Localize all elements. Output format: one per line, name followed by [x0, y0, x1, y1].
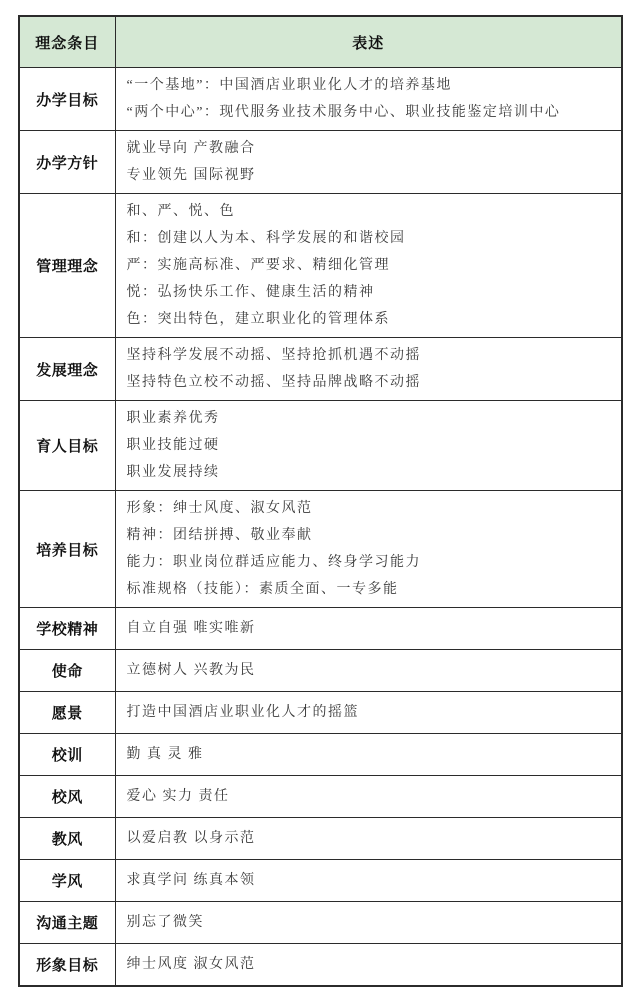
content-line: 别忘了微笑: [126, 915, 204, 930]
row-label: 校训: [19, 734, 115, 776]
row-content: [115, 491, 622, 608]
row-content: [115, 131, 622, 194]
row-content: [115, 734, 622, 776]
table-row: [19, 194, 622, 338]
content-line: 职业技能过硬: [126, 438, 220, 453]
content-line: 职业发展持续: [126, 465, 220, 480]
table-row: [19, 692, 622, 734]
content-line: 绅士风度 淑女风范: [126, 957, 256, 972]
table-row: [19, 860, 622, 902]
table-row: [19, 131, 622, 194]
table-row: [19, 818, 622, 860]
content-line: 自立自强 唯实唯新: [126, 621, 256, 636]
table-row: [19, 650, 622, 692]
content-line: 求真学问 练真本领: [126, 873, 256, 888]
content-line: 严：实施高标准、严要求、精细化管理: [126, 258, 390, 273]
row-label: 愿景: [19, 692, 115, 734]
row-content: [115, 902, 622, 944]
content-line: 和、严、悦、色: [126, 204, 235, 219]
content-line: “一个基地”：中国酒店业职业化人才的培养基地: [126, 78, 452, 93]
content-line: “两个中心”：现代服务业技术服务中心、职业技能鉴定培训中心: [126, 105, 561, 120]
table-row: [19, 944, 622, 987]
content-line: 以爱启教 以身示范: [126, 831, 256, 846]
table-row: [19, 68, 622, 131]
table-row: [19, 491, 622, 608]
content-line: 职业素养优秀: [126, 411, 220, 426]
row-content: [115, 401, 622, 491]
row-content: [115, 68, 622, 131]
content-line: 勤 真 灵 雅: [126, 747, 204, 762]
header-col-items: 理念条目: [19, 16, 115, 68]
row-content: [115, 818, 622, 860]
content-line: 就业导向 产教融合: [126, 141, 256, 156]
concept-table: [18, 15, 623, 987]
row-label: 教风: [19, 818, 115, 860]
row-label: 使命: [19, 650, 115, 692]
row-content: [115, 860, 622, 902]
row-label: 发展理念: [19, 338, 115, 401]
table-row: [19, 734, 622, 776]
row-label: 管理理念: [19, 194, 115, 338]
content-line: 专业领先 国际视野: [126, 168, 256, 183]
content-line: 和：创建以人为本、科学发展的和谐校园: [126, 231, 406, 246]
row-label: 沟通主题: [19, 902, 115, 944]
content-line: 精神：团结拼搏、敬业奉献: [126, 528, 313, 543]
content-line: 立德树人 兴教为民: [126, 663, 256, 678]
content-line: 色：突出特色，建立职业化的管理体系: [126, 312, 390, 327]
content-line: 打造中国酒店业职业化人才的摇篮: [126, 705, 359, 720]
row-label: 办学目标: [19, 68, 115, 131]
content-line: 标准规格（技能）：素质全面、一专多能: [126, 582, 399, 597]
table-row: [19, 401, 622, 491]
content-line: 形象：绅士风度、淑女风范: [126, 501, 313, 516]
content-line: 能力：职业岗位群适应能力、终身学习能力: [126, 555, 421, 570]
content-line: 坚持科学发展不动摇、坚持抢抓机遇不动摇: [126, 348, 421, 363]
row-content: [115, 338, 622, 401]
table-row: [19, 902, 622, 944]
row-content: [115, 776, 622, 818]
content-line: 坚持特色立校不动摇、坚持品牌战略不动摇: [126, 375, 421, 390]
table-header-row: [19, 16, 622, 68]
table-body: [19, 68, 622, 987]
row-label: 学校精神: [19, 608, 115, 650]
row-content: [115, 608, 622, 650]
row-label: 学风: [19, 860, 115, 902]
row-label: 办学方针: [19, 131, 115, 194]
row-content: [115, 194, 622, 338]
table-row: [19, 338, 622, 401]
row-label: 形象目标: [19, 944, 115, 987]
row-content: [115, 944, 622, 987]
header-col-expression: 表述: [115, 16, 622, 68]
row-label: 培养目标: [19, 491, 115, 608]
row-content: [115, 692, 622, 734]
row-label: 校风: [19, 776, 115, 818]
table-row: [19, 776, 622, 818]
content-line: 悦：弘扬快乐工作、健康生活的精神: [126, 285, 375, 300]
content-line: 爱心 实力 责任: [126, 789, 230, 804]
row-label: 育人目标: [19, 401, 115, 491]
table-row: [19, 608, 622, 650]
row-content: [115, 650, 622, 692]
